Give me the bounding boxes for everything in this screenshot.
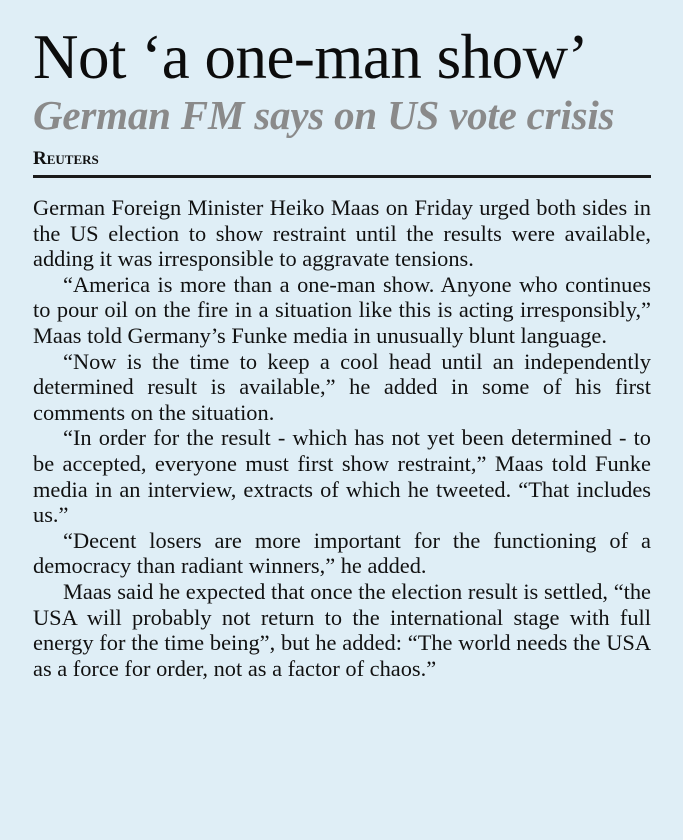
article-body <box>33 195 651 681</box>
article-paragraph: German Foreign Minister Heiko Maas on Friday urged both sides in the US election to show restraint until the results were available, adding it was irresponsible to aggravate tensions. <box>33 195 651 272</box>
article-paragraph: “America is more than a one-man show. Anyone who continues to pour oil on the fire in a situation like this is acting irresponsibly,” Maas told Germany’s Funke media in unusually blunt language. <box>33 271 651 348</box>
subheadline: German FM says on US vote crisis <box>33 92 615 138</box>
headline: Not ‘a one-man show’ <box>33 22 589 92</box>
byline: Reuters <box>33 148 99 169</box>
divider-rule <box>33 175 651 178</box>
article-paragraph: “In order for the result - which has not yet been determined - to be accepted, everyone must first show restraint,” Maas told Funke media in an interview, extracts of which he tweeted. “That includes us.” <box>33 425 651 528</box>
article-paragraph: Maas said he expected that once the election result is settled, “the USA will probably not return to the international stage with full energy for the time being”, but he added: “The world needs the USA as a force for order, not as a factor of chaos.” <box>33 578 651 681</box>
article-paragraph: “Now is the time to keep a cool head until an independently determined result is available,” he added in some of his first comments on the situation. <box>33 348 651 425</box>
article-paragraph: “Decent losers are more important for the functioning of a democracy than radiant winners,” he added. <box>33 527 651 579</box>
news-article <box>33 22 651 681</box>
